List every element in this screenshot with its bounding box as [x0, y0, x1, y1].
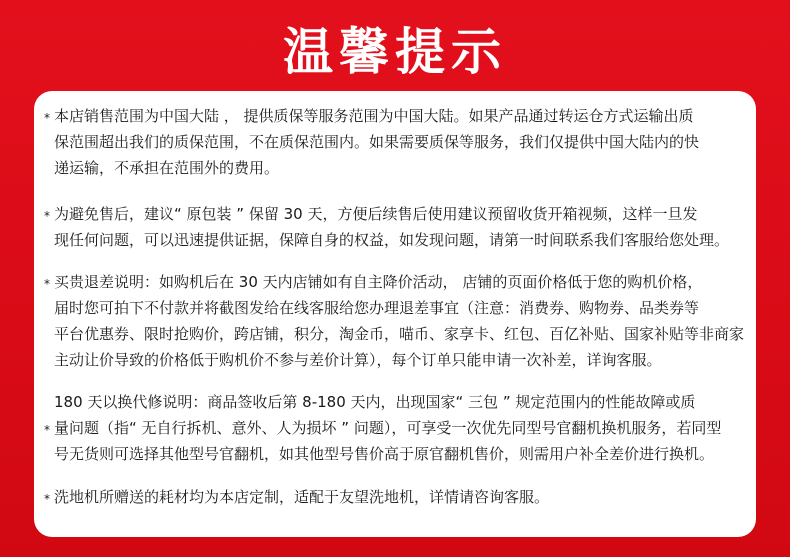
- notice-paragraph-replacement: [44, 389, 744, 467]
- text-line: 现任何问题，可以迅速提供证据，保障自身的权益，如发现问题，请第一时间联系我们客服给您处理。: [54, 231, 730, 249]
- bullet-asterisk: *: [44, 423, 50, 437]
- bullet-asterisk: *: [44, 111, 50, 125]
- notice-card: [34, 91, 756, 537]
- bullet-asterisk: *: [44, 277, 50, 291]
- notice-paragraph-packaging: [44, 201, 744, 253]
- bullet-asterisk: *: [44, 492, 50, 506]
- text-line: 号无货则可选择其他型号官翻机，如其他型号售价高于原官翻机售价，则需用户补全差价进行换机。: [54, 445, 715, 463]
- text-line: 180 天以换代修说明：商品签收后第 8-180 天内，出现国家“ 三包 ” 规定范围内的性能故障或质: [54, 393, 696, 411]
- page-title: 温馨提示: [283, 23, 507, 81]
- text-line: 量问题（指“ 无自行拆机、意外、人为损坏 ” 问题），可享受一次优先同型号官翻机换机服务，若同型: [54, 419, 722, 437]
- notice-paragraph-consumables: [44, 484, 744, 510]
- bullet-asterisk: *: [44, 209, 50, 223]
- text-line: 洗地机所赠送的耗材均为本店定制，适配于友望洗地机，详情请咨询客服。: [54, 488, 550, 506]
- text-line: 本店销售范围为中国大陆 ， 提供质保等服务范围为中国大陆。如果产品通过转运仓方式运输出质: [54, 107, 694, 125]
- text-line: 为避免售后，建议“ 原包装 ” 保留 30 天，方便后续售后使用建议预留收货开箱视频，这样一旦发: [54, 205, 698, 223]
- text-line: 平台优惠券、限时抢购价，跨店铺，积分，淘金币，喵币、家享卡、红包、百亿补贴、国家补贴等非商家: [54, 325, 745, 343]
- text-line: 主动让价导致的价格低于购机价不参与差价计算），每个订单只能申请一次补差，详询客服。: [54, 351, 662, 369]
- text-line: 递运输，不承担在范围外的费用。: [54, 159, 280, 177]
- text-line: 届时您可拍下不付款并将截图发给在线客服给您办理退差事宜（注意：消费券、购物券、品类券等: [54, 299, 700, 317]
- notice-paragraph-price-protection: [44, 269, 745, 373]
- text-line: 买贵退差说明：如购机后在 30 天内店铺如有自主降价活动， 店铺的页面价格低于您的购机价格，: [54, 273, 703, 291]
- notice-paragraph-scope: [44, 103, 744, 181]
- text-line: 保范围超出我们的质保范围，不在质保范围内。如果需要质保等服务，我们仅提供中国大陆内的快: [54, 133, 700, 151]
